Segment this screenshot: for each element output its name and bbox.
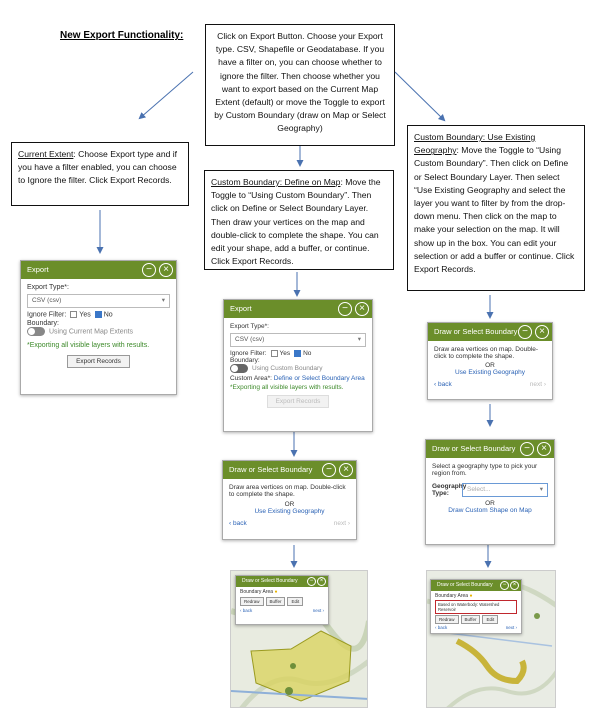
use-existing-link[interactable]: Use Existing Geography <box>254 508 325 515</box>
minimize-icon[interactable]: − <box>500 581 509 590</box>
redraw-button[interactable]: Redraw <box>240 597 264 606</box>
next-label: next <box>505 625 515 630</box>
ignore-filter-label: Ignore Filter: <box>27 311 67 319</box>
selection-box: Based on Waterbody: Watershed Reservoir <box>435 600 517 614</box>
back-label: back <box>232 520 247 527</box>
back-link[interactable]: ‹ back <box>434 381 452 388</box>
export-note: *Exporting all visible layers with results. <box>27 342 150 350</box>
export-panel-header <box>224 300 372 318</box>
geo-panel-header <box>426 440 554 458</box>
close-icon[interactable]: × <box>339 463 353 477</box>
buffer-button[interactable]: Buffer <box>461 615 481 624</box>
current-extent-text: : Choose Export type and if you have a filter enabled, you can choose to Ignore the filter. Click Export Records. <box>18 149 178 186</box>
draw-select-panel-right <box>427 322 553 400</box>
arrow-top-to-right <box>395 72 444 120</box>
boundary-toggle[interactable] <box>230 364 248 373</box>
boundary-toggle-row <box>27 327 170 336</box>
boundary-area-label: Boundary Area ● <box>435 593 473 599</box>
ignore-filter-row <box>230 350 366 357</box>
draw-select-panel <box>222 460 357 540</box>
draw-panel-header <box>428 323 552 341</box>
existing-geography-box <box>407 125 585 291</box>
map-panel-header <box>431 580 521 591</box>
custom-area-row <box>230 375 366 382</box>
minimize-icon[interactable]: − <box>322 463 336 477</box>
yes-label: Yes <box>79 311 91 319</box>
no-checkbox[interactable] <box>95 311 102 318</box>
back-link[interactable]: ‹ back <box>240 608 253 613</box>
boundary-area-text: Boundary Area <box>435 593 469 599</box>
next-link[interactable]: next › <box>312 608 324 613</box>
back-label: back <box>437 625 448 630</box>
draw-instructions: Draw area vertices on map. Double-click to complete the shape. <box>434 346 539 360</box>
top-instruction-box <box>205 24 395 146</box>
toggle-current-label: Using Current Map Extents <box>49 328 134 336</box>
close-icon[interactable]: × <box>535 325 549 339</box>
map-panel-header <box>236 576 328 587</box>
arrow-top-to-left <box>140 72 193 118</box>
use-existing-link[interactable]: Use Existing Geography <box>454 369 526 376</box>
boundary-toggle-row <box>230 364 366 373</box>
or-label: OR <box>284 501 295 508</box>
minimize-icon[interactable]: − <box>338 302 352 316</box>
no-label: No <box>303 350 312 358</box>
ignore-filter-label: Ignore Filter: <box>230 350 267 358</box>
geography-type-select[interactable]: Select... ▾ <box>462 483 548 497</box>
export-type-select[interactable]: CSV (csv) ▾ <box>230 333 366 347</box>
export-panel-current <box>20 260 177 395</box>
next-label: next <box>529 381 543 388</box>
map-screenshot-right <box>426 570 556 708</box>
export-records-button[interactable]: Export Records <box>67 355 130 368</box>
close-icon[interactable]: × <box>159 263 173 277</box>
yes-checkbox[interactable] <box>271 350 278 357</box>
export-panel-title: Export <box>230 304 252 313</box>
back-link[interactable]: ‹ back <box>229 520 247 527</box>
minimize-icon[interactable]: − <box>518 325 532 339</box>
close-icon[interactable]: × <box>510 581 519 590</box>
close-icon[interactable]: × <box>317 577 326 586</box>
define-on-map-text: : Move the Toggle to “Using Custom Boundary”. Then click on Define or Select Boundary Layer. Then draw your vertices on the map and double-click to complete the shape. You can edit your shape, add a buffer, or continue. Click Export Records. <box>211 177 381 267</box>
geography-panel <box>425 439 555 545</box>
export-note: *Exporting all visible layers with results. <box>230 384 344 392</box>
minimize-icon[interactable]: − <box>520 442 534 456</box>
next-label: next <box>312 608 322 613</box>
next-link[interactable]: next › <box>333 520 350 527</box>
close-icon[interactable]: × <box>537 442 551 456</box>
map-boundary-panel <box>430 579 522 634</box>
no-label: No <box>103 311 113 319</box>
draw-custom-link[interactable]: Draw Custom Shape on Map <box>448 507 532 514</box>
geography-type-label: Geography Type: <box>432 483 467 497</box>
define-on-map-title: Custom Boundary: Define on Map <box>211 177 341 187</box>
draw-instructions: Draw area vertices on map. Double-click to complete the shape. <box>229 484 346 498</box>
minimize-icon[interactable]: − <box>307 577 316 586</box>
export-panel-custom <box>223 299 373 432</box>
export-type-label: Export Type*: <box>230 323 269 330</box>
yes-label: Yes <box>279 350 291 358</box>
current-extent-box <box>11 142 189 206</box>
export-panel-title: Export <box>27 265 49 274</box>
minimize-icon[interactable]: − <box>142 263 156 277</box>
next-label: next <box>333 520 347 527</box>
back-label: back <box>242 608 253 613</box>
geo-instructions: Select a geography type to pick your region from. <box>432 463 538 477</box>
define-boundary-link[interactable]: Define or Select Boundary Area <box>273 375 365 383</box>
define-on-map-box <box>204 170 394 270</box>
export-records-button[interactable]: Export Records <box>267 395 330 408</box>
current-extent-title: Current Extent <box>18 149 74 159</box>
no-checkbox[interactable] <box>294 350 301 357</box>
redraw-button[interactable]: Redraw <box>435 615 459 624</box>
boundary-label: Boundary: <box>230 357 260 365</box>
close-icon[interactable]: × <box>355 302 369 316</box>
export-type-label: Export Type*: <box>27 284 69 291</box>
boundary-toggle[interactable] <box>27 327 45 336</box>
edit-button[interactable]: Edit <box>482 615 498 624</box>
map-screenshot-left <box>230 570 368 708</box>
next-link[interactable]: next › <box>529 381 546 388</box>
boundary-label: Boundary: <box>27 320 59 328</box>
or-label: OR <box>485 500 495 507</box>
boundary-area-text: Boundary Area <box>240 589 274 595</box>
ignore-filter-row <box>27 311 170 318</box>
export-panel-header <box>21 261 176 279</box>
buffer-button[interactable]: Buffer <box>266 597 286 606</box>
export-type-select[interactable]: CSV (csv) ▾ <box>27 294 170 308</box>
next-link[interactable]: next › <box>505 625 517 630</box>
boundary-area-label: Boundary Area ● <box>240 589 278 595</box>
page-heading: New Export Functionality: <box>60 30 184 41</box>
back-label: back <box>437 381 452 388</box>
toggle-custom-label: Using Custom Boundary <box>252 365 323 373</box>
yes-checkbox[interactable] <box>70 311 77 318</box>
existing-geography-text: : Move the Toggle to “Using Custom Boundary”. Then click on Define or Select Boundary Layer. Then select “Use Existing Geography and select the layer you want to filter by from the drop-down menu. Then click on the map to make your selection on the map. It will show up in the box. You can edit your selection or add a buffer or continue. Click Export Records. <box>414 145 575 275</box>
existing-geography-title: Custom Boundary: Use Existing Geography <box>414 132 536 156</box>
draw-panel-title: Draw or Select Boundary <box>434 327 518 336</box>
draw-panel-title: Draw or Select Boundary <box>229 465 313 474</box>
map-boundary-panel <box>235 575 329 625</box>
edit-button[interactable]: Edit <box>287 597 303 606</box>
map-panel-title: Draw or Select Boundary <box>242 578 298 584</box>
top-box-text: Click on Export Button. Choose your Export type. CSV, Shapefile or Geodatabase. If you have a filter on, you can choose whether to ignore the filter. Then choose whether you want to export based on the Current Map Extent (default) or move the Toggle to export by Custom Boundary (draw on Map or Select Geography) <box>214 31 386 134</box>
custom-area-label: Custom Area*: <box>230 375 272 383</box>
map-panel-title: Draw or Select Boundary <box>437 582 493 588</box>
or-label: OR <box>485 362 495 369</box>
draw-panel-header <box>223 461 356 479</box>
back-link[interactable]: ‹ back <box>435 625 448 630</box>
geo-panel-title: Draw or Select Boundary <box>432 444 516 453</box>
